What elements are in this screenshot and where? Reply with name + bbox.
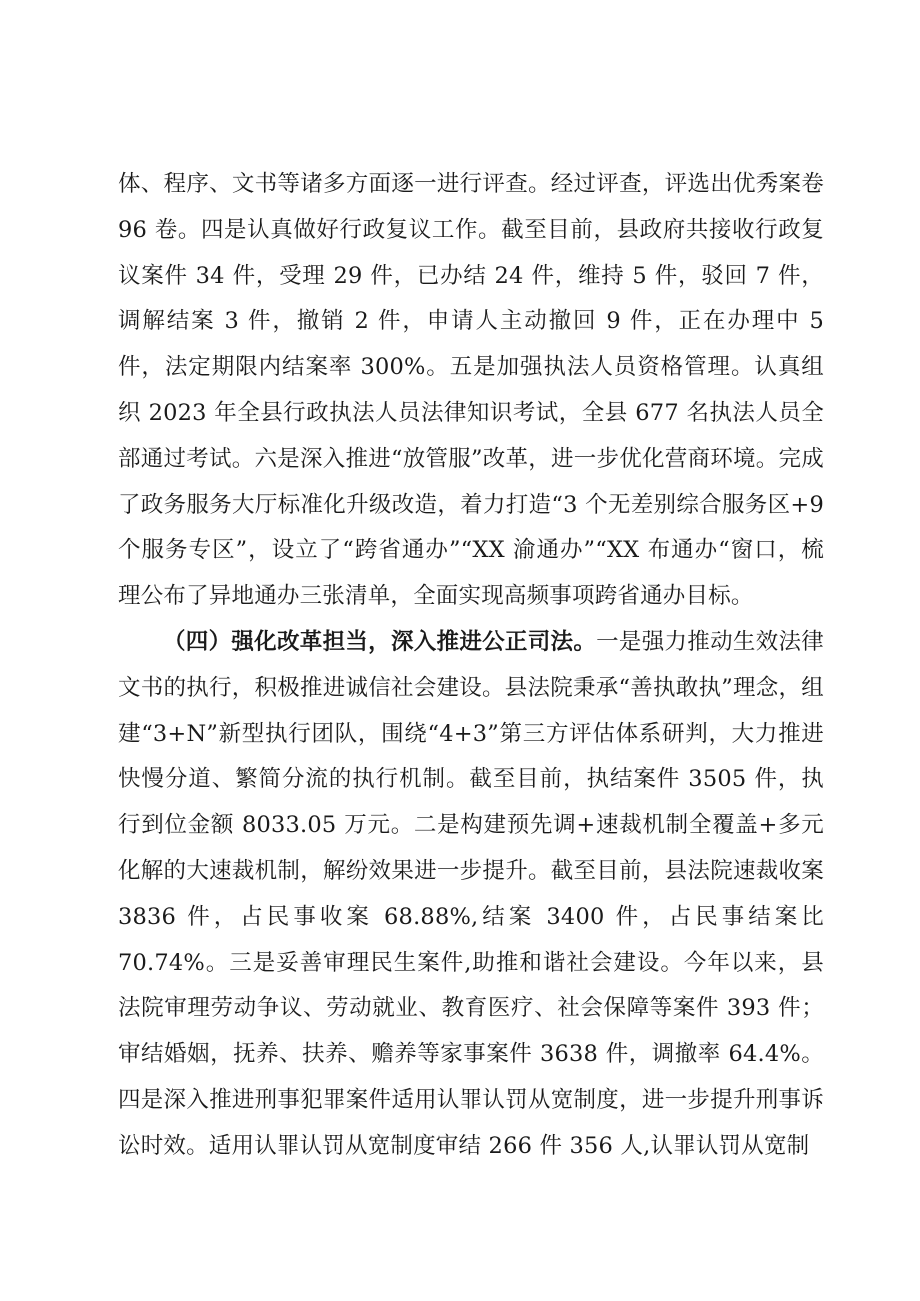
paragraph-judicial-reform (118, 620, 824, 1170)
section-heading-four: （四）强化改革担当，深入推进公正司法。 (163, 628, 597, 655)
document-body (118, 162, 824, 1170)
paragraph-judicial-reform-body: 一是强力推动生效法律文书的执行，积极推进诚信社会建设。县法院秉承“善执敢执”理念，组建“3+N”新型执行团队，围绕“4+3”第三方评估体系研判，大力推进快慢分道、繁简分流的执行机制。截至目前，执结案件 3505 件，执行到位金额 8033.05 万元。二是构建预先调+速裁机制全覆盖+多元化解的大速裁机制，解纷效果进一步提升。截至目前，县法院速裁收案 3836 件，占民事收案 68.88%,结案 3400 件，占民事结案比 70.74%。三是妥善审理民生案件,助推和谐社会建设。今年以来，县法院审理劳动争议、劳动就业、教育医疗、社会保障等案件 393 件；审结婚姻，抚养、扶养、赡养等家事案件 3638 件，调撤率 64.4%。四是深入推进刑事犯罪案件适用认罪认罚从宽制度，进一步提升刑事诉讼时效。适用认罪认罚从宽制度审结 266 件 356 人,认罪认罚从宽制 (118, 628, 824, 1159)
paragraph-administrative-review: 体、程序、文书等诸多方面逐一进行评查。经过评查，评选出优秀案卷 96 卷。四是认真做好行政复议工作。截至目前，县政府共接收行政复议案件 34 件，受理 29 件，已办结 24 件，维持 5 件，驳回 7 件，调解结案 3 件，撤销 2 件，申请人主动撤回 9 件，正在办理中 5 件，法定期限内结案率 300%。五是加强执法人员资格管理。认真组织 2023 年全县行政执法人员法律知识考试，全县 677 名执法人员全部通过考试。六是深入推进“放管服”改革，进一步优化营商环境。完成了政务服务大厅标准化升级改造，着力打造“3 个无差别综合服务区+9 个服务专区”，设立了“跨省通办”“XX 渝通办”“XX 布通办“窗口，梳理公布了异地通办三张清单，全面实现高频事项跨省通办目标。 (118, 171, 824, 610)
